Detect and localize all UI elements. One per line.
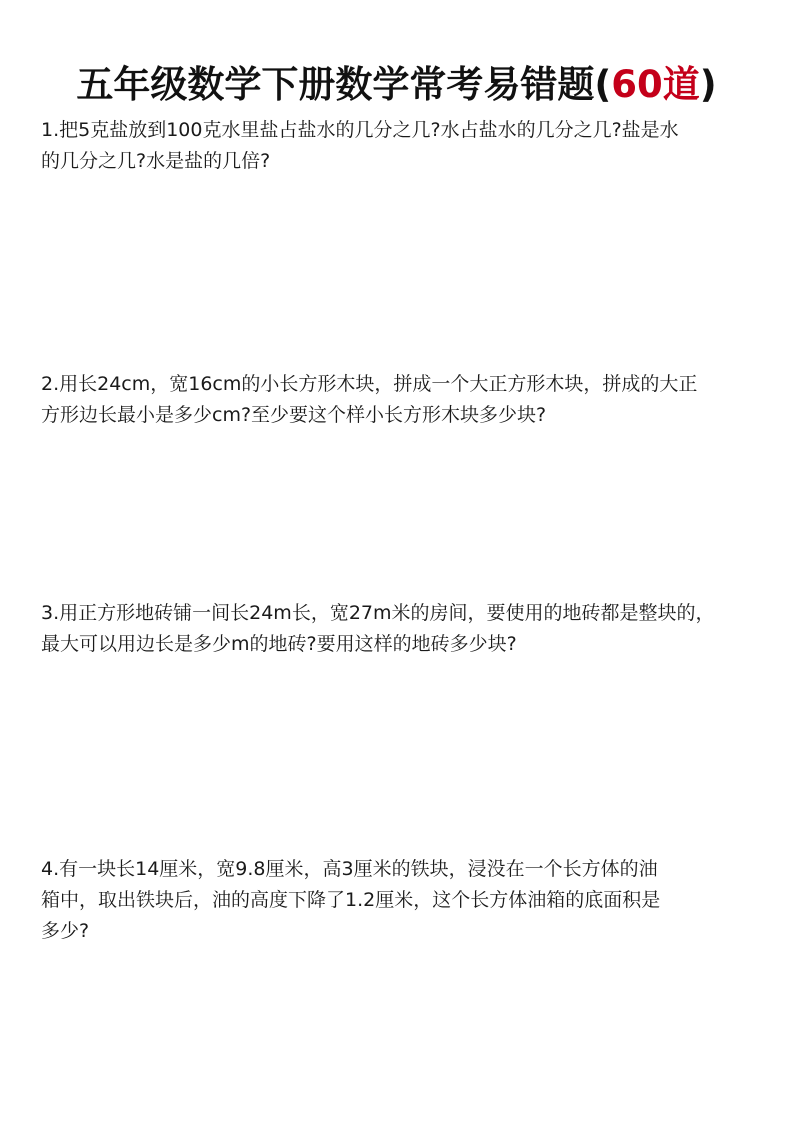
- question-1-line-2: 的几分之几?水是盐的几倍?: [41, 150, 271, 172]
- question-3: [41, 598, 757, 660]
- question-4-line-3: 多少?: [41, 920, 90, 942]
- question-1-line-1: 1.把5克盐放到100克水里盐占盐水的几分之几?水占盐水的几分之几?盐是水: [41, 119, 679, 141]
- title-question-count: 60道: [611, 63, 700, 106]
- question-4: [41, 854, 757, 947]
- question-2-line-1: 2.用长24cm，宽16cm的小长方形木块，拼成一个大正方形木块，拼成的大正: [41, 373, 698, 395]
- question-2-line-2: 方形边长最小是多少cm?至少要这个样小长方形木块多少块?: [41, 404, 547, 426]
- question-1: [41, 115, 757, 177]
- page-title: [0, 62, 793, 108]
- question-4-line-2: 箱中，取出铁块后，油的高度下降了1.2厘米，这个长方体油箱的底面积是: [41, 889, 661, 911]
- question-2: [41, 369, 757, 431]
- question-3-line-2: 最大可以用边长是多少m的地砖?要用这样的地砖多少块?: [41, 633, 517, 655]
- question-4-line-1: 4.有一块长14厘米，宽9.8厘米，高3厘米的铁块，浸没在一个长方体的油: [41, 858, 658, 880]
- question-3-line-1: 3.用正方形地砖铺一间长24m长，宽27m米的房间，要使用的地砖都是整块的，: [41, 602, 715, 624]
- title-close-paren: ): [699, 63, 717, 106]
- title-main-text: 五年级数学下册数学常考易错题(: [76, 63, 612, 106]
